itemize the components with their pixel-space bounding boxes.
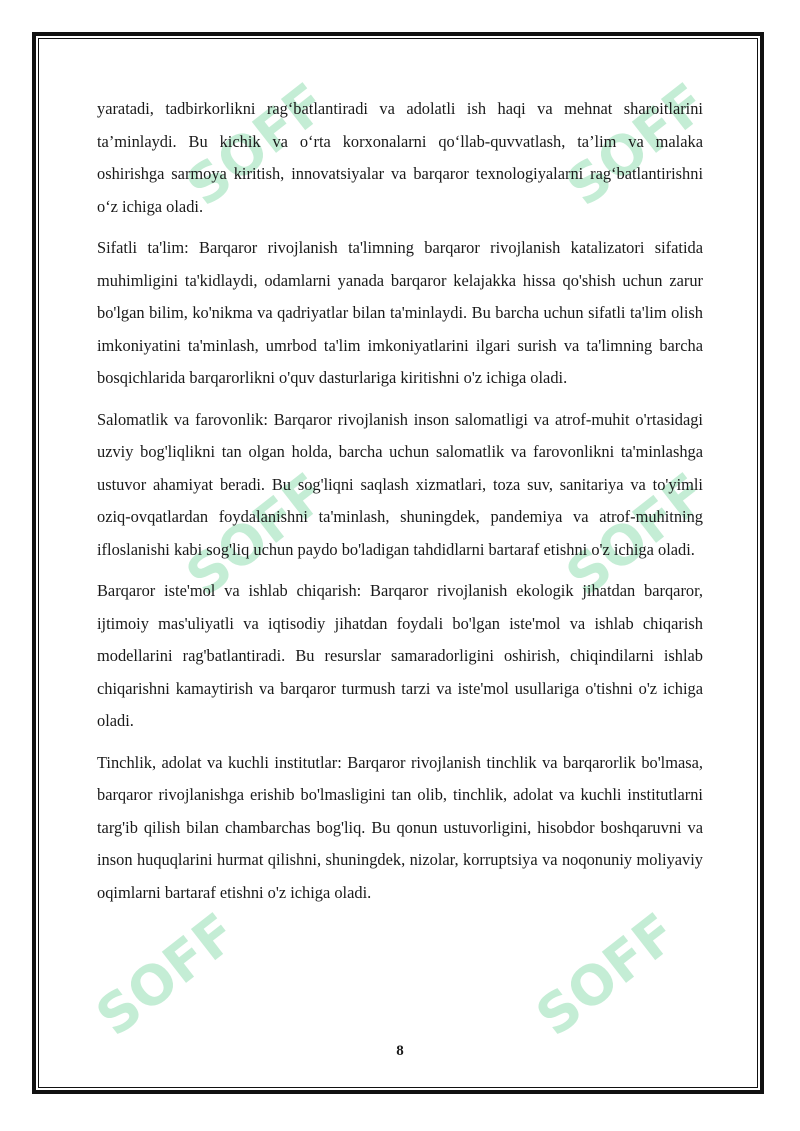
svg-text:SOFF: SOFF [174,71,339,219]
paragraph: Barqaror iste'mol va ishlab chiqarish: Barqaror rivojlanish ekologik jihatdan barqaror, ijtimoiy mas'uliyatli va iqtisodiy jihatdan foydali bo'lgan iste'mol va ishlab chiqarish modellarini rag'batlantiradi. Bu resurslar samaradorligini oshirish, chiqindilarni ishlab chiqarishni kamaytirish va barqaror turmush tarzi va iste'mol usullariga o'tishni o'z ichiga oladi. [97,581,703,730]
paragraph: yaratadi, tadbirkorlikni rag‘batlantiradi va adolatli ish haqi va mehnat sharoitlarini ta’minlaydi. Bu kichik va o‘rta korxonalarni qo‘llab-quvvatlash, ta’lim va malaka oshirishga sarmoya kiritish, innovatsiyalar va barqaror texnologiyalarni rag‘batlantirishni o‘z ichiga oladi. [97,99,703,216]
page-number: 8 [396,1043,404,1059]
svg-text:SOFF: SOFF [554,71,719,219]
paragraph: Salomatlik va farovonlik: Barqaror rivojlanish inson salomatligi va atrof-muhit o'rtasidagi uzviy bog'liqlikni tan olgan holda, barcha uchun salomatlik va farovonlikni ta'minlashga ustuvor ahamiyat beradi. Bu sog'liqni saqlash xizmatlari, toza suv, sanitariya va to'yimli oziq-ovqatlardan foydalanishni ta'minlash, shuningdek, pandemiya va atrof-muhitning ifloslanishi kabi sog'liq uchun paydo bo'ladigan tahdidlarni bartaraf etishni o'z ichiga oladi. [97,409,703,559]
svg-text:SOFF: SOFF [84,901,249,1049]
svg-text:SOFF: SOFF [174,461,339,609]
document-body [97,93,703,918]
svg-text:SOFF: SOFF [524,901,689,1049]
paragraph: Sifatli ta'lim: Barqaror rivojlanish ta'limning barqaror rivojlanish katalizatori sifatida muhimligini ta'kidlaydi, odamlarni yanada barqaror kelajakka hissa qo'shish uchun zarur bo'lgan bilim, ko'nikma va qadriyatlar bilan ta'minlaydi. Bu barcha uchun sifatli ta'lim olish imkoniyatini ta'minlash, umrbod ta'lim imkoniyatlarini ilgari surish va ta'limning barcha bosqichlarida barqarorlikni o'quv dasturlariga kiritishni o'z ichiga oladi. [97,238,703,387]
paragraph: Tinchlik, adolat va kuchli institutlar: Barqaror rivojlanish tinchlik va barqarorlik bo'lmasa, barqaror rivojlanishga erishib bo'lmasligini tan olib, tinchlik, adolat va kuchli institutlarni targ'ib qilish bilan chambarchas bog'liq. Bu qonun ustuvorligini, hisobdor boshqaruvni va inson huquqlarini hurmat qilishni, shuningdek, nizolar, korruptsiya va noqonuniy moliyaviy oqimlarni bartaraf etishni o'z ichiga oladi. [97,752,703,902]
svg-text:SOFF: SOFF [554,461,719,609]
